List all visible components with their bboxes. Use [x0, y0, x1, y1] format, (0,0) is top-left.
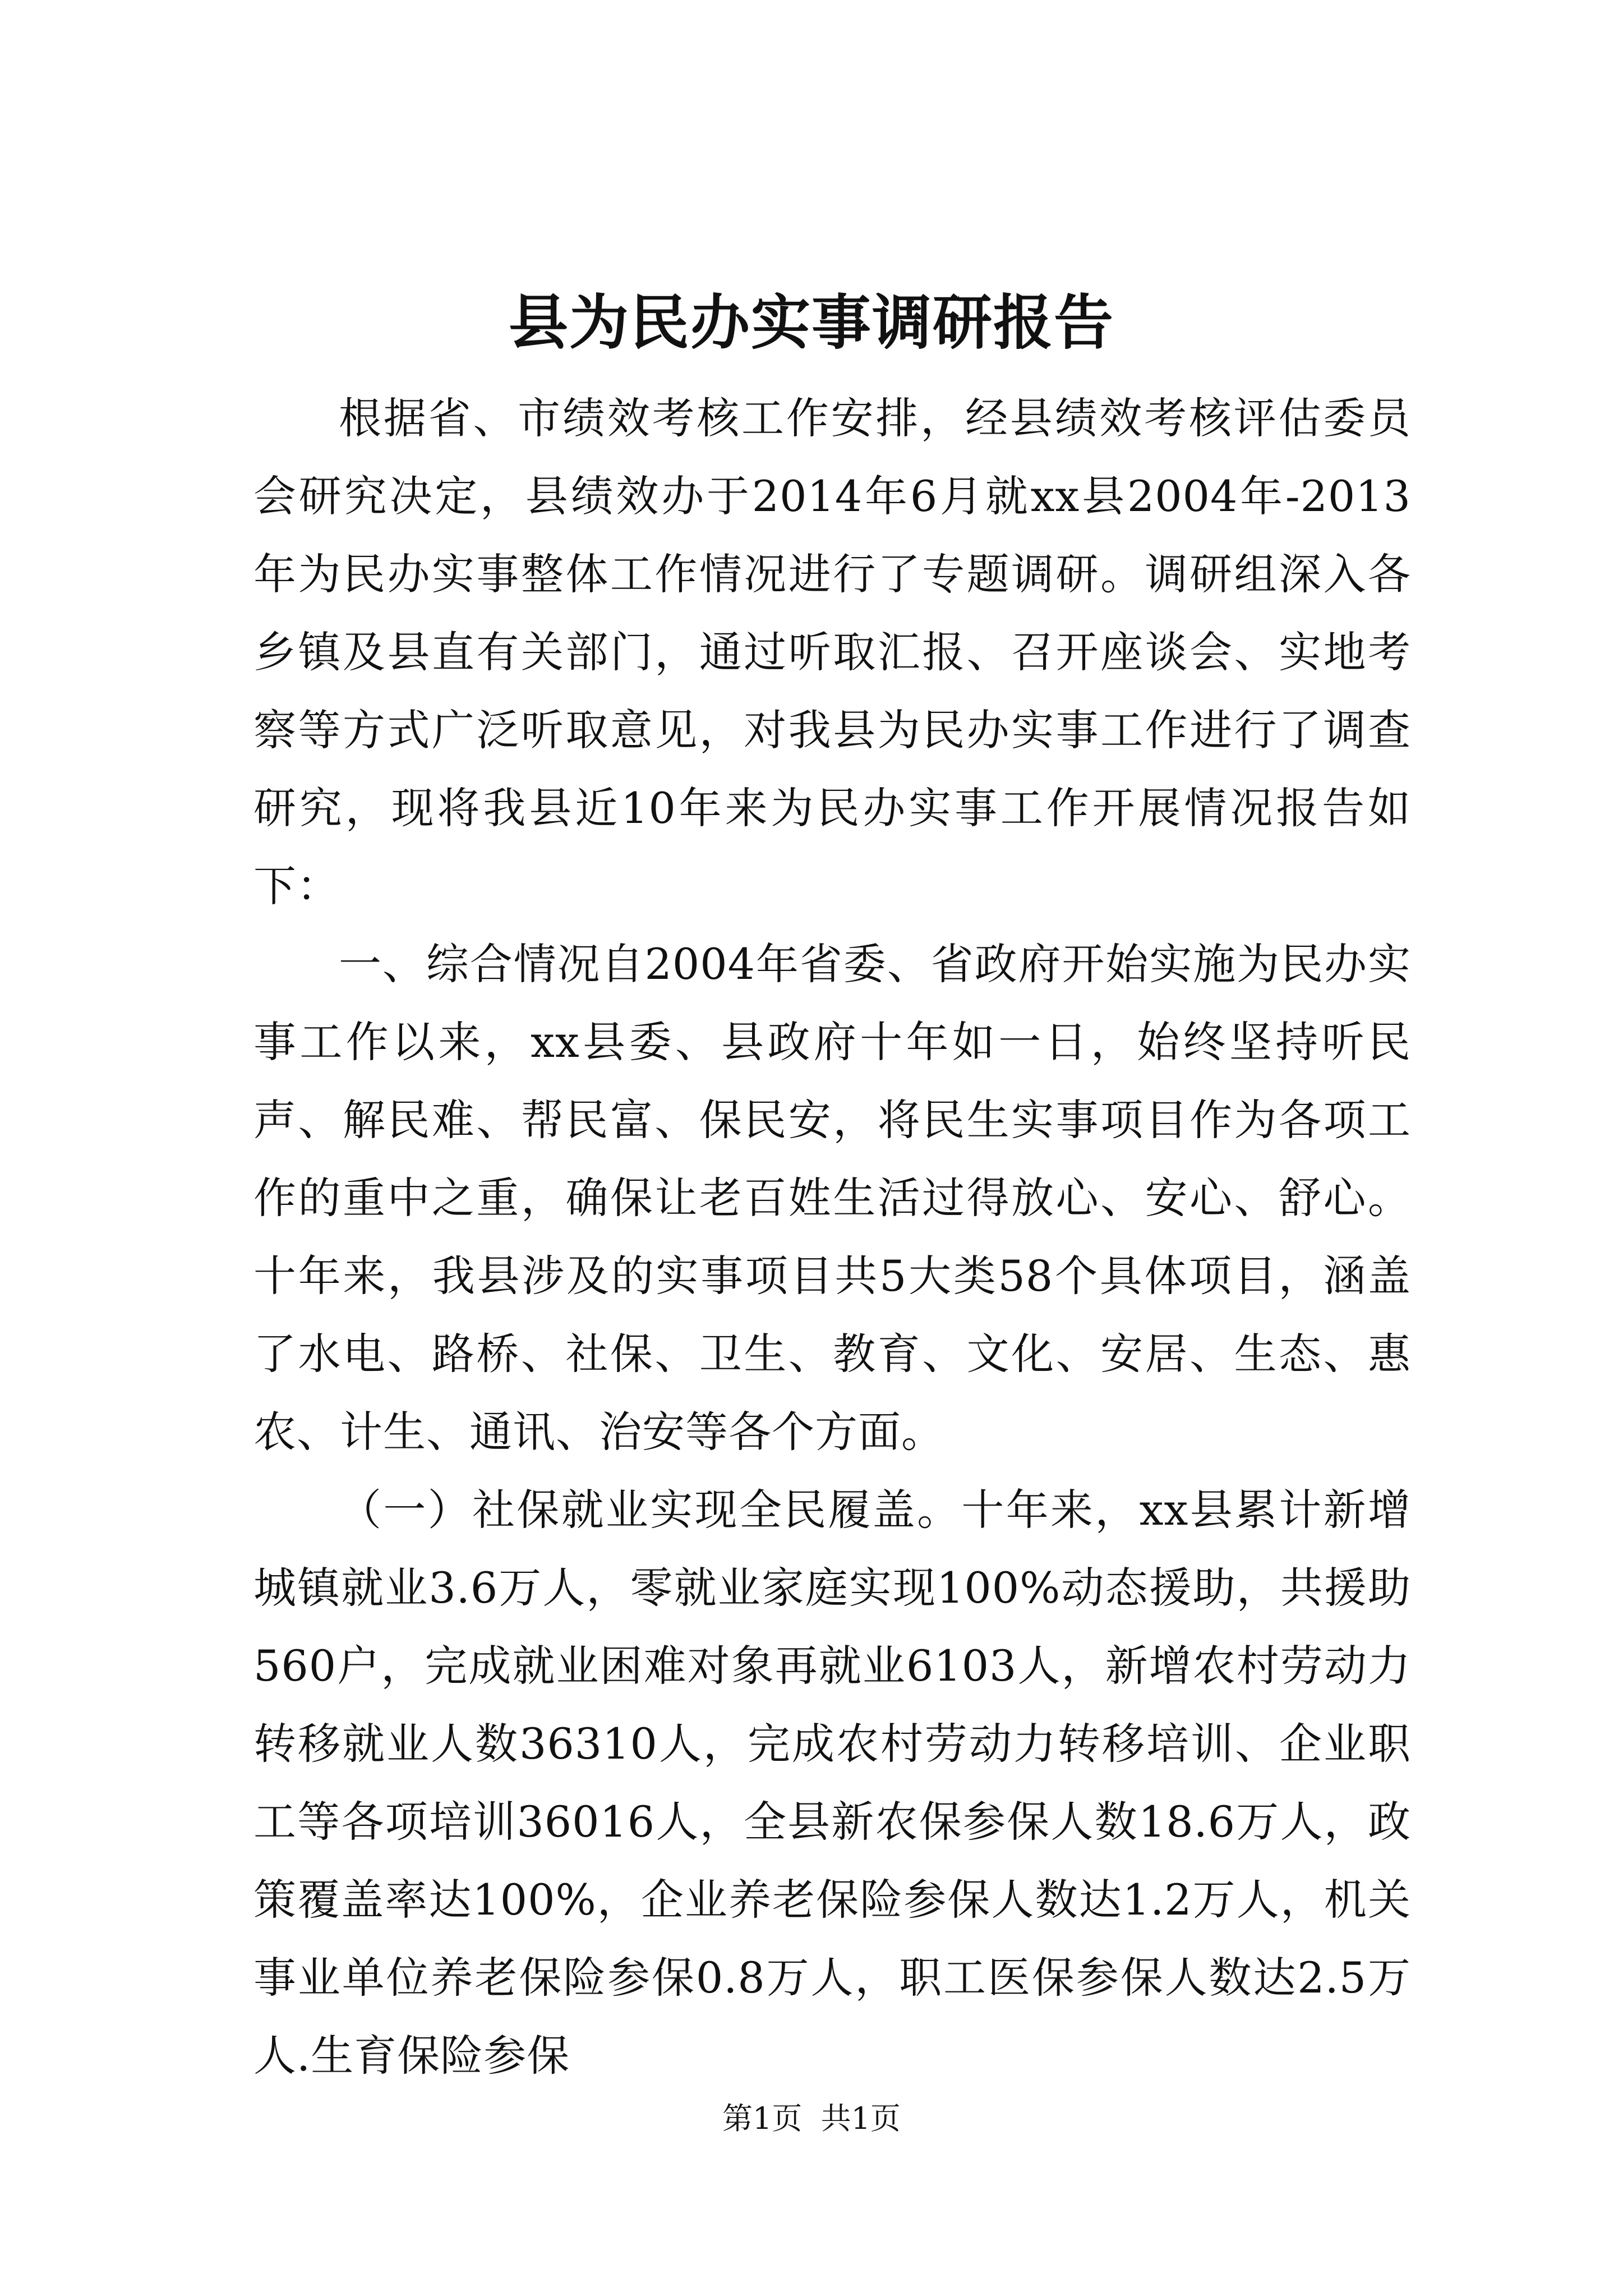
document-body [253, 379, 1411, 2095]
paragraph-intro: 根据省、市绩效考核工作安排，经县绩效考核评估委员会研究决定，县绩效办于2014年6月就xx县2004年-2013年为民办实事整体工作情况进行了专题调研。调研组深入各乡镇及县直有关部门，通过听取汇报、召开座谈会、实地考察等方式广泛听取意见，对我县为民办实事工作进行了调查研究，现将我县近10年来为民办实事工作开展情况报告如下： [253, 393, 1411, 911]
paragraph-social-security: （一）社保就业实现全民履盖。十年来，xx县累计新增城镇就业3.6万人，零就业家庭实现100%动态援助，共援助560户，完成就业困难对象再就业6103人，新增农村劳动力转移就业人数36310人，完成农村劳动力转移培训、企业职工等各项培训36016人，全县新农保参保人数18.6万人，政策覆盖率达100%，企业养老保险参保人数达1.2万人，机关事业单位养老保险参保0.8万人，职工医保参保人数达2.5万人.生育保险参保 [253, 1485, 1411, 2081]
page-number: 第1页 [722, 2101, 803, 2136]
page-total: 共1页 [820, 2101, 901, 2136]
paragraph-overview: 一、综合情况自2004年省委、省政府开始实施为民办实事工作以来，xx县委、县政府十年如一日，始终坚持听民声、解民难、帮民富、保民安，将民生实事项目作为各项工作的重中之重，确保让老百姓生活过得放心、安心、舒心。十年来，我县涉及的实事项目共5大类58个具体项目，涵盖了水电、路桥、社保、卫生、教育、文化、安居、生态、惠农、计生、通讯、治安等各个方面。 [253, 939, 1411, 1457]
document-title: 县为民办实事调研报告 [509, 287, 1114, 357]
page-footer [0, 2099, 1623, 2138]
